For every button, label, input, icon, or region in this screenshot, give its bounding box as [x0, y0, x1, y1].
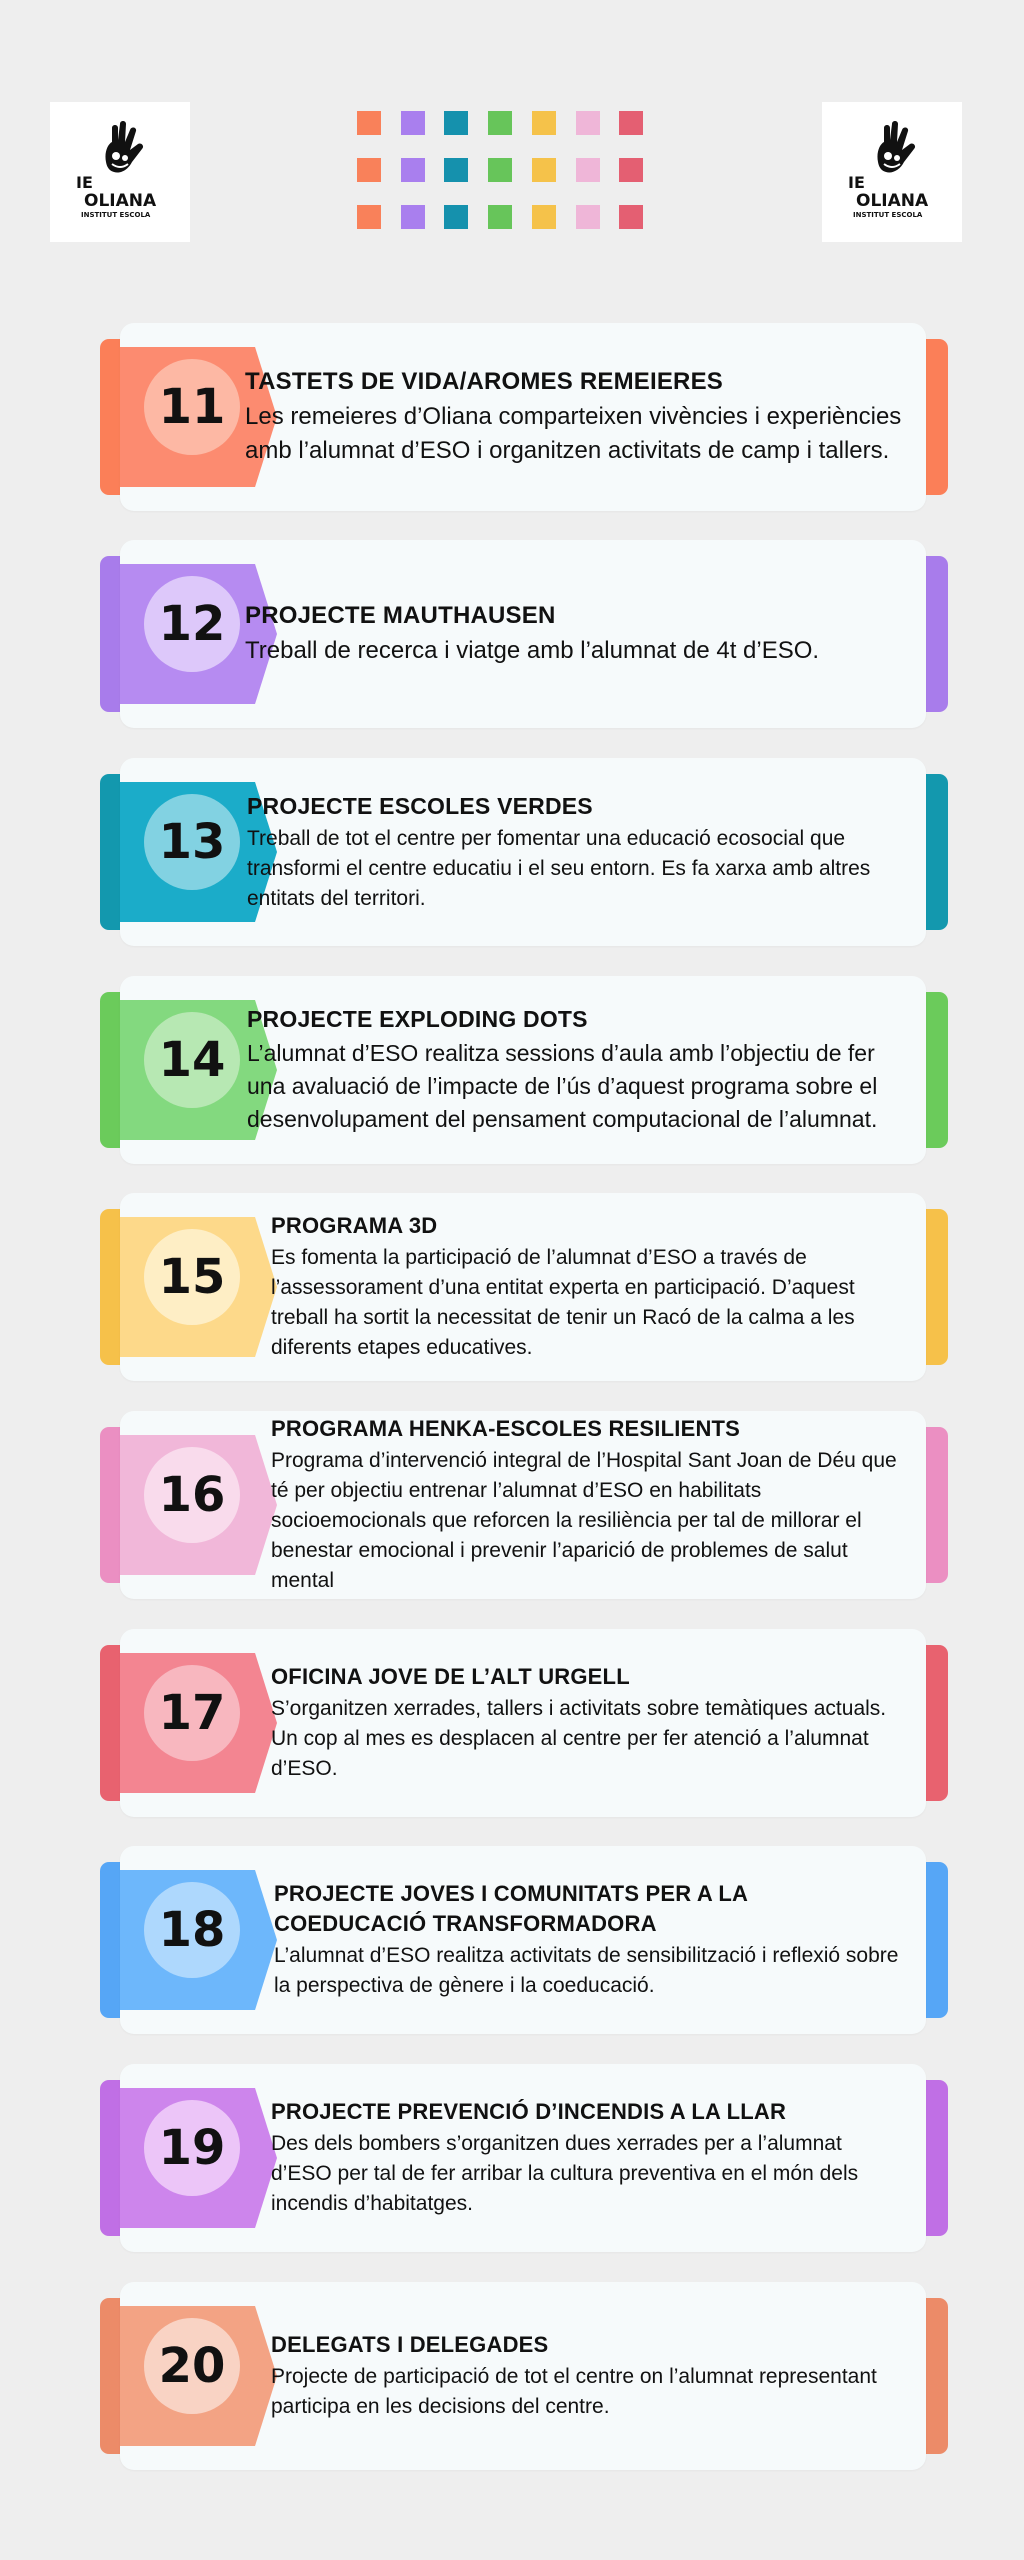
- dot-square: [576, 158, 600, 182]
- program-card: [100, 540, 948, 700]
- dot-square: [619, 158, 643, 182]
- right-accent-bar: [926, 1427, 948, 1583]
- number-badge: [144, 1229, 240, 1325]
- card-title: PROJECTE MAUTHAUSEN: [245, 602, 556, 629]
- dot-square: [444, 205, 468, 229]
- card-text: [271, 2282, 904, 2470]
- dot-square: [576, 205, 600, 229]
- program-card: [100, 323, 948, 483]
- card-description: Projecte de participació de tot el centre on l’alumnat representant participa en les decisions del centre.: [271, 2365, 877, 2418]
- card-text: [247, 758, 904, 946]
- number-badge: [144, 1012, 240, 1108]
- card-title: DELEGATS I DELEGADES: [271, 2332, 549, 2357]
- dot-square: [619, 111, 643, 135]
- logo-prefix: IE: [848, 173, 865, 192]
- card-description: L’alumnat d’ESO realitza sessions d’aula amb l’objectiu de fer una avaluació de l’impacte de l’ús d’aquest programa sobre el desenvolupament del pensament computacional de l’alumnat.: [247, 1040, 878, 1132]
- card-description: Les remeieres d’Oliana comparteixen vivències i experiències amb l’alumnat d’ESO i organitzen activitats de camp i tallers.: [245, 403, 902, 464]
- program-card: [100, 1411, 948, 1592]
- card-description: Treball de recerca i viatge amb l’alumnat de 4t d’ESO.: [245, 637, 820, 664]
- card-body: [120, 1629, 926, 1817]
- card-description: Programa d’intervenció integral de l’Hospital Sant Joan de Déu que té per objectiu entrenar l’alumnat d’ESO en habilitats socioemocionals que reforcen la resiliència per tal de millorar el benestar emocional i prevenir l’aparició de problemes de salut mental: [271, 1449, 897, 1592]
- card-title: PROGRAMA HENKA-ESCOLES RESILIENTS: [271, 1416, 741, 1441]
- school-logo-right: [822, 102, 962, 242]
- card-text: [274, 1846, 904, 2034]
- number-label: 14: [158, 1032, 226, 1088]
- number-label: 16: [158, 1467, 226, 1523]
- dot-square: [532, 111, 556, 135]
- number-label: 20: [158, 2338, 226, 2394]
- handprint-logo-icon: [822, 102, 962, 242]
- program-card: [100, 2282, 948, 2442]
- card-title: PROJECTE EXPLODING DOTS: [247, 1006, 588, 1032]
- dot-square: [488, 205, 512, 229]
- number-badge: [144, 359, 240, 455]
- right-accent-bar: [926, 556, 948, 712]
- program-card: [100, 976, 948, 1136]
- card-body: [120, 323, 926, 511]
- program-card: [100, 1846, 948, 2006]
- card-title: PROJECTE JOVES I COMUNITATS PER A LA COEDUCACIÓ TRANSFORMADORA: [274, 1881, 748, 1936]
- dot-square: [488, 158, 512, 182]
- card-description: Des dels bombers s’organitzen dues xerrades per a l’alumnat d’ESO per tal de fer arribar la cultura preventiva en el món dels incendis d’habitatges.: [271, 2132, 859, 2215]
- number-badge: [144, 1882, 240, 1978]
- dot-square: [357, 158, 381, 182]
- card-description: Treball de tot el centre per fomentar una educació ecosocial que transformi el centre educatiu i el seu entorn. Es fa xarxa amb altres entitats del territori.: [247, 826, 871, 910]
- number-label: 17: [158, 1685, 226, 1741]
- logo-subtitle: INSTITUT ESCOLA: [81, 211, 151, 219]
- number-badge: [144, 576, 240, 672]
- card-title: PROJECTE ESCOLES VERDES: [247, 792, 593, 819]
- dot-square: [444, 111, 468, 135]
- card-title: PROJECTE PREVENCIÓ D’INCENDIS A LA LLAR: [271, 2099, 787, 2124]
- number-badge: [144, 2318, 240, 2414]
- number-badge: [144, 1447, 240, 1543]
- right-accent-bar: [926, 1645, 948, 1801]
- dot-square: [401, 205, 425, 229]
- logo-prefix: IE: [76, 173, 93, 192]
- card-text: [245, 540, 904, 728]
- number-badge: [144, 2100, 240, 2196]
- right-accent-bar: [926, 2298, 948, 2454]
- number-badge: [144, 794, 240, 890]
- number-label: 13: [158, 814, 226, 870]
- dot-square: [488, 111, 512, 135]
- card-body: [120, 758, 926, 946]
- number-label: 19: [158, 2120, 226, 2176]
- dot-square: [357, 205, 381, 229]
- card-title: OFICINA JOVE DE L’ALT URGELL: [271, 1664, 630, 1689]
- number-label: 15: [158, 1249, 226, 1305]
- number-label: 11: [158, 379, 226, 435]
- number-label: 18: [158, 1902, 226, 1958]
- decorative-dot-grid: [357, 111, 644, 231]
- dot-square: [401, 111, 425, 135]
- card-body: [120, 976, 926, 1164]
- right-accent-bar: [926, 992, 948, 1148]
- logo-subtitle: INSTITUT ESCOLA: [853, 211, 923, 219]
- card-title: TASTETS DE VIDA/AROMES REMEIERES: [245, 368, 724, 395]
- school-logo-left: [50, 102, 190, 242]
- right-accent-bar: [926, 339, 948, 495]
- right-accent-bar: [926, 1862, 948, 2018]
- dot-square: [444, 158, 468, 182]
- dot-square: [401, 158, 425, 182]
- logo-name: OLIANA: [84, 191, 157, 211]
- dot-square: [576, 111, 600, 135]
- program-card: [100, 758, 948, 918]
- card-description: L’alumnat d’ESO realitza activitats de sensibilització i reflexió sobre la perspectiva de gènere i la coeducació.: [274, 1944, 899, 1997]
- card-description: S’organitzen xerrades, tallers i activitats sobre temàtiques actuals. Un cop al mes es desplacen al centre per fer atenció a l’alumnat d’ESO.: [271, 1697, 887, 1780]
- card-text: [245, 323, 904, 511]
- program-card: [100, 1629, 948, 1789]
- card-text: [271, 1411, 904, 1599]
- number-badge: [144, 1665, 240, 1761]
- card-body: [120, 2064, 926, 2252]
- dot-square: [532, 158, 556, 182]
- program-card: [100, 1193, 948, 1359]
- card-text: [247, 976, 904, 1164]
- card-description: Es fomenta la participació de l’alumnat d’ESO a través de l’assessorament d’una entitat experta en participació. D’aquest treball ha sortit la necessitat de tenir un Racó de la calma a les diferents etapes educatives.: [271, 1246, 855, 1359]
- card-text: [271, 1193, 904, 1381]
- card-body: [120, 540, 926, 728]
- card-body: [120, 2282, 926, 2470]
- card-title: PROGRAMA 3D: [271, 1213, 438, 1238]
- dot-square: [532, 205, 556, 229]
- card-text: [271, 1629, 904, 1817]
- right-accent-bar: [926, 774, 948, 930]
- program-card: [100, 2064, 948, 2224]
- right-accent-bar: [926, 2080, 948, 2236]
- card-body: [120, 1411, 926, 1599]
- card-body: [120, 1193, 926, 1381]
- dot-square: [357, 111, 381, 135]
- dot-square: [619, 205, 643, 229]
- logo-name: OLIANA: [856, 191, 929, 211]
- right-accent-bar: [926, 1209, 948, 1365]
- card-body: [120, 1846, 926, 2034]
- card-text: [271, 2064, 904, 2252]
- number-label: 12: [158, 596, 226, 652]
- handprint-logo-icon: [50, 102, 190, 242]
